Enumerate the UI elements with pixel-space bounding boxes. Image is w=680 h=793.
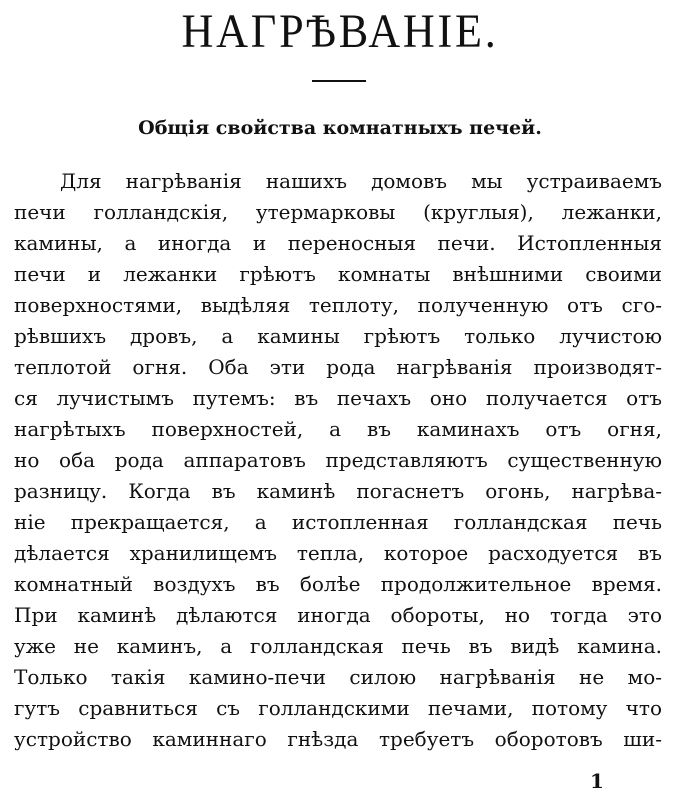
paragraph-line: Только такія камино-печи силою нагрѣванія не мо- — [14, 665, 662, 689]
section-subtitle: Общія свойства комнатныхъ печей. — [138, 117, 542, 139]
paragraph-line: устройство каминнаго гнѣзда требуетъ оборотовъ ши- — [14, 727, 662, 751]
paragraph-line: разницу. Когда въ каминѣ погаснетъ огонь, нагрѣва- — [14, 479, 662, 503]
paragraph-line: рѣвшихъ дровъ, а камины грѣютъ только лучистою — [14, 324, 662, 348]
paragraph-line: ніе прекращается, а истопленная голландская печь — [14, 510, 662, 534]
page-number: 1 — [590, 769, 604, 793]
paragraph-line: При каминѣ дѣлаются иногда обороты, но тогда это — [14, 603, 662, 627]
body-paragraph — [14, 166, 662, 755]
paragraph-line: гутъ сравниться съ голландскими печами, потому что — [14, 696, 662, 720]
title-divider — [312, 80, 366, 82]
chapter-title: НАГРѢВАНІЕ. — [181, 5, 499, 58]
paragraph-line: печи и лежанки грѣютъ комнаты внѣшними своими — [14, 262, 662, 286]
paragraph-line: печи голландскія, утермарковы (круглыя), лежанки, — [14, 200, 662, 224]
paragraph-line: поверхностями, выдѣляя теплоту, полученную отъ сго- — [14, 293, 662, 317]
paragraph-line: ся лучистымъ путемъ: въ печахъ оно получается отъ — [14, 386, 662, 410]
paragraph-line: камины, а иногда и переносныя печи. Истопленныя — [14, 231, 662, 255]
paragraph-line: дѣлается хранилищемъ тепла, которое расходуется въ — [14, 541, 662, 565]
paragraph-line: но оба рода аппаратовъ представляютъ существенную — [14, 448, 662, 472]
paragraph-line: уже не каминъ, а голландская печь въ видѣ камина. — [14, 634, 662, 658]
paragraph-line: Для нагрѣванія нашихъ домовъ мы устраиваемъ — [60, 169, 662, 193]
paragraph-line: нагрѣтыхъ поверхностей, а въ каминахъ отъ огня, — [14, 417, 662, 441]
paragraph-line: теплотой огня. Оба эти рода нагрѣванія производят- — [14, 355, 662, 379]
paragraph-line: комнатный воздухъ въ болѣе продолжительное время. — [14, 572, 662, 596]
